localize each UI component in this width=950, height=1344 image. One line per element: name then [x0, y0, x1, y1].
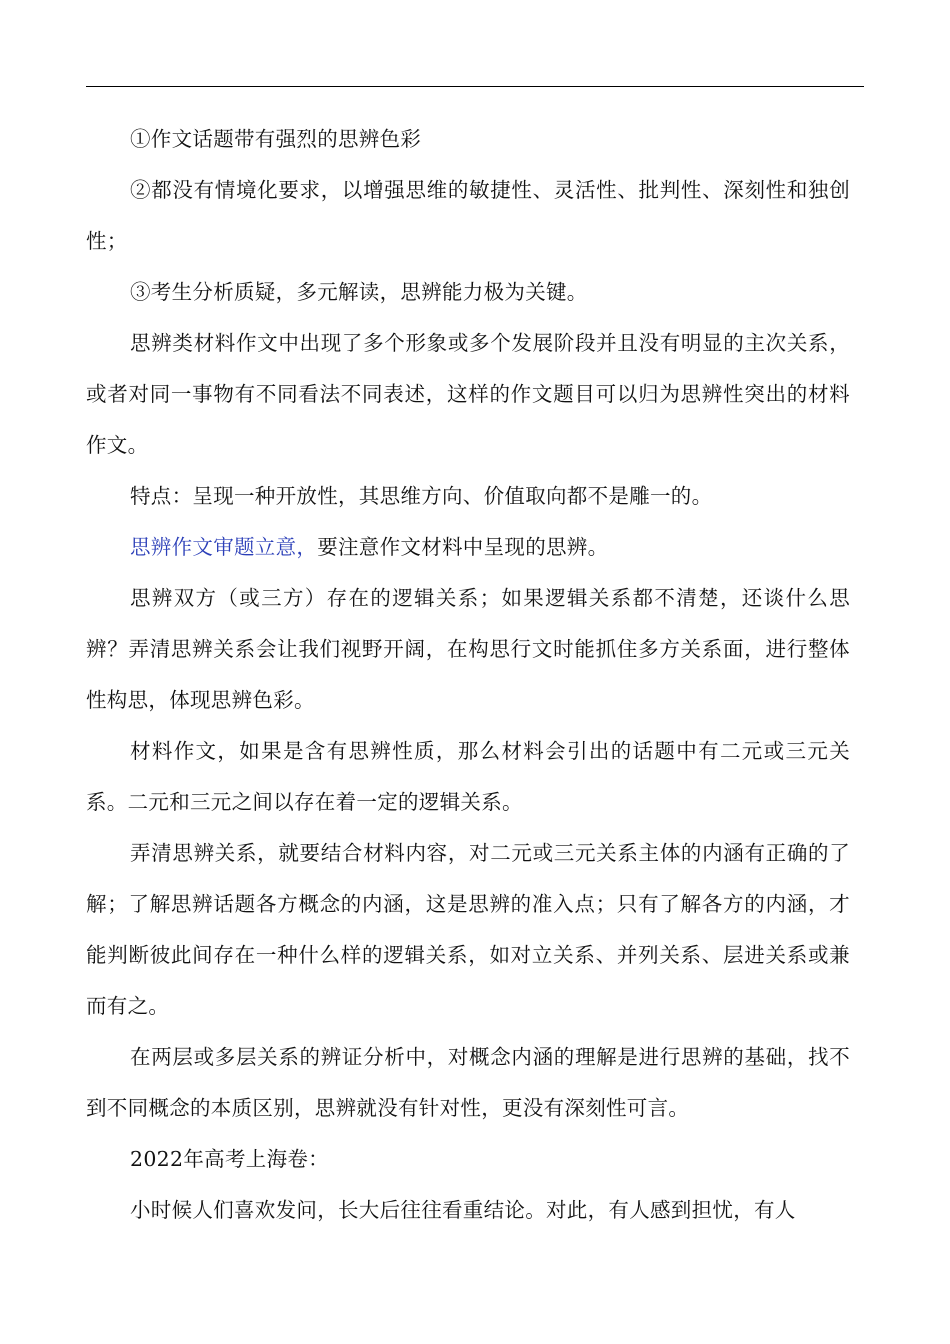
header-rule [86, 86, 864, 87]
paragraph-12: 小时候人们喜欢发问，长大后往往看重结论。对此，有人感到担忧，有人 [130, 1198, 796, 1222]
paragraph-3: ③考生分析质疑，多元解读，思辨能力极为关键。 [130, 280, 588, 304]
paragraph-6 [86, 522, 850, 573]
paragraph-9: 弄清思辨关系，就要结合材料内容，对二元或三元关系主体的内涵有正确的了解；了解思辨话题各方概念的内涵，这是思辨的准入点；只有了解各方的内涵，才能判断彼此间存在一种什么样的逻辑关系，如对立关系、并列关系、层进关系或兼而有之。 [86, 841, 850, 1018]
document-body [86, 114, 850, 1236]
paragraph-8: 材料作文，如果是含有思辨性质，那么材料会引出的话题中有二元或三元关系。二元和三元之间以存在着一定的逻辑关系。 [86, 739, 850, 814]
paragraph-11: 2022年高考上海卷： [130, 1147, 329, 1171]
highlighted-phrase: 思辨作文审题立意， [130, 535, 318, 559]
paragraph-10: 在两层或多层关系的辨证分析中，对概念内涵的理解是进行思辨的基础，找不到不同概念的本质区别，思辨就没有针对性，更没有深刻性可言。 [86, 1045, 850, 1120]
paragraph-2: ②都没有情境化要求，以增强思维的敏捷性、灵活性、批判性、深刻性和独创性； [86, 178, 850, 253]
paragraph-1: ①作文话题带有强烈的思辨色彩 [130, 127, 422, 151]
paragraph-7: 思辨双方（或三方）存在的逻辑关系；如果逻辑关系都不清楚，还谈什么思辨？弄清思辨关系会让我们视野开阔，在构思行文时能抓住多方关系面，进行整体性构思，体现思辨色彩。 [86, 586, 850, 712]
paragraph-4: 思辨类材料作文中出现了多个形象或多个发展阶段并且没有明显的主次关系，或者对同一事物有不同看法不同表述，这样的作文题目可以归为思辨性突出的材料作文。 [86, 331, 850, 457]
paragraph-5: 特点：呈现一种开放性，其思维方向、价值取向都不是雕一的。 [130, 484, 713, 508]
paragraph-6-text: 要注意作文材料中呈现的思辨。 [317, 535, 609, 559]
